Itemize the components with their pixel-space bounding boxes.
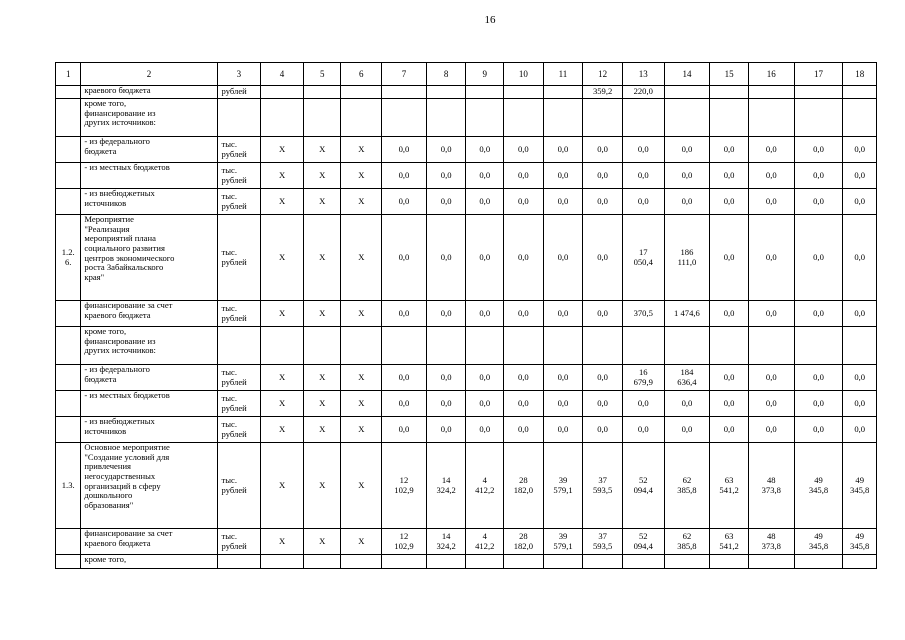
value-cell — [426, 86, 466, 99]
value-cell: 37 593,5 — [583, 529, 623, 555]
value-cell: 0,0 — [664, 137, 710, 163]
value-cell — [261, 99, 304, 137]
value-cell: X — [303, 391, 341, 417]
value-cell: 0,0 — [710, 137, 749, 163]
value-cell: 39 579,1 — [543, 443, 583, 529]
value-cell: 28 182,0 — [504, 529, 544, 555]
value-cell: 48 373,8 — [748, 443, 794, 529]
value-cell: 0,0 — [748, 215, 794, 301]
value-cell: 0,0 — [622, 163, 664, 189]
value-cell: 0,0 — [583, 417, 623, 443]
value-cell: 370,5 — [622, 301, 664, 327]
value-cell: 49 345,8 — [843, 529, 877, 555]
value-cell: 0,0 — [664, 391, 710, 417]
value-cell — [504, 86, 544, 99]
value-cell — [710, 327, 749, 365]
value-cell: X — [261, 137, 304, 163]
value-cell — [466, 327, 504, 365]
value-cell: 0,0 — [843, 391, 877, 417]
value-cell: 1 474,6 — [664, 301, 710, 327]
value-cell — [622, 327, 664, 365]
value-cell: 0,0 — [748, 417, 794, 443]
row-code — [56, 555, 81, 569]
value-cell — [843, 86, 877, 99]
value-cell: 0,0 — [426, 163, 466, 189]
value-cell — [583, 99, 623, 137]
value-cell: 63 541,2 — [710, 443, 749, 529]
value-cell — [748, 99, 794, 137]
value-cell — [341, 555, 382, 569]
table-row — [56, 163, 877, 189]
value-cell — [543, 86, 583, 99]
row-name: кроме того, финансирование из других источников: — [81, 99, 217, 137]
row-name: финансирование за счет краевого бюджета — [81, 529, 217, 555]
value-cell — [504, 555, 544, 569]
value-cell: 0,0 — [382, 137, 427, 163]
value-cell: X — [303, 163, 341, 189]
value-cell — [504, 327, 544, 365]
value-cell: X — [341, 137, 382, 163]
value-cell — [843, 327, 877, 365]
value-cell: 0,0 — [466, 215, 504, 301]
row-name: - из федерального бюджета — [81, 365, 217, 391]
value-cell — [794, 555, 843, 569]
value-cell: 49 345,8 — [794, 443, 843, 529]
value-cell: 0,0 — [710, 163, 749, 189]
value-cell: 49 345,8 — [794, 529, 843, 555]
value-cell: 0,0 — [622, 417, 664, 443]
value-cell: X — [341, 301, 382, 327]
row-code: 1.2. 6. — [56, 215, 81, 301]
value-cell: 0,0 — [504, 365, 544, 391]
value-cell: 0,0 — [504, 301, 544, 327]
row-name: - из местных бюджетов — [81, 391, 217, 417]
value-cell: 0,0 — [466, 417, 504, 443]
table-row — [56, 215, 877, 301]
row-unit: тыс. рублей — [217, 529, 261, 555]
value-cell: X — [303, 443, 341, 529]
value-cell: X — [303, 137, 341, 163]
value-cell — [341, 86, 382, 99]
row-unit: тыс. рублей — [217, 443, 261, 529]
value-cell: X — [303, 189, 341, 215]
value-cell: 0,0 — [794, 417, 843, 443]
value-cell: 0,0 — [426, 417, 466, 443]
row-unit: тыс. рублей — [217, 365, 261, 391]
row-unit — [217, 99, 261, 137]
row-unit: тыс. рублей — [217, 137, 261, 163]
value-cell: 0,0 — [710, 365, 749, 391]
row-name: кроме того, финансирование из других источников: — [81, 327, 217, 365]
value-cell — [382, 86, 427, 99]
value-cell — [664, 555, 710, 569]
header-cell: 18 — [843, 63, 877, 86]
value-cell — [710, 86, 749, 99]
value-cell — [794, 327, 843, 365]
value-cell: 0,0 — [794, 391, 843, 417]
value-cell: 0,0 — [710, 215, 749, 301]
value-cell: 0,0 — [748, 301, 794, 327]
value-cell: 0,0 — [543, 163, 583, 189]
value-cell: 0,0 — [583, 391, 623, 417]
value-cell: 0,0 — [843, 365, 877, 391]
value-cell: 0,0 — [382, 163, 427, 189]
row-name: - из местных бюджетов — [81, 163, 217, 189]
value-cell: X — [303, 365, 341, 391]
value-cell — [543, 327, 583, 365]
value-cell: 52 094,4 — [622, 443, 664, 529]
row-unit: тыс. рублей — [217, 391, 261, 417]
value-cell — [543, 99, 583, 137]
value-cell — [622, 555, 664, 569]
page-number: 16 — [484, 14, 496, 26]
value-cell — [583, 555, 623, 569]
value-cell: 0,0 — [748, 365, 794, 391]
row-unit — [217, 327, 261, 365]
table-row — [56, 86, 877, 99]
value-cell: 0,0 — [466, 365, 504, 391]
row-name: краевого бюджета — [81, 86, 217, 99]
value-cell: 12 102,9 — [382, 529, 427, 555]
value-cell: X — [261, 443, 304, 529]
value-cell: 52 094,4 — [622, 529, 664, 555]
value-cell: 0,0 — [543, 417, 583, 443]
header-cell: 16 — [748, 63, 794, 86]
value-cell: X — [303, 417, 341, 443]
value-cell: 0,0 — [466, 391, 504, 417]
value-cell: 0,0 — [504, 391, 544, 417]
value-cell: 0,0 — [543, 189, 583, 215]
value-cell: 0,0 — [748, 391, 794, 417]
header-cell: 5 — [303, 63, 341, 86]
value-cell — [794, 99, 843, 137]
value-cell: 0,0 — [843, 189, 877, 215]
value-cell: X — [341, 417, 382, 443]
value-cell: 0,0 — [583, 163, 623, 189]
value-cell — [466, 555, 504, 569]
value-cell: 63 541,2 — [710, 529, 749, 555]
value-cell — [622, 99, 664, 137]
value-cell: 0,0 — [794, 215, 843, 301]
header-cell: 1 — [56, 63, 81, 86]
value-cell — [426, 555, 466, 569]
value-cell: 0,0 — [583, 301, 623, 327]
value-cell — [341, 99, 382, 137]
row-name: кроме того, — [81, 555, 217, 569]
table-row — [56, 529, 877, 555]
value-cell: 28 182,0 — [504, 443, 544, 529]
value-cell — [261, 327, 304, 365]
value-cell — [466, 86, 504, 99]
value-cell — [382, 99, 427, 137]
row-unit: тыс. рублей — [217, 189, 261, 215]
value-cell: 0,0 — [583, 137, 623, 163]
value-cell: 62 385,8 — [664, 443, 710, 529]
value-cell: 0,0 — [583, 189, 623, 215]
value-cell: 0,0 — [504, 189, 544, 215]
value-cell: 0,0 — [504, 215, 544, 301]
value-cell: 0,0 — [382, 365, 427, 391]
header-cell: 8 — [426, 63, 466, 86]
value-cell: 0,0 — [843, 301, 877, 327]
value-cell — [426, 99, 466, 137]
value-cell: 0,0 — [504, 137, 544, 163]
value-cell: 0,0 — [583, 365, 623, 391]
value-cell — [303, 86, 341, 99]
header-cell: 12 — [583, 63, 623, 86]
value-cell: 14 324,2 — [426, 443, 466, 529]
row-code — [56, 391, 81, 417]
value-cell: 0,0 — [843, 163, 877, 189]
value-cell: 0,0 — [664, 417, 710, 443]
table-row — [56, 555, 877, 569]
value-cell: 37 593,5 — [583, 443, 623, 529]
table-body — [56, 63, 877, 569]
value-cell: X — [341, 163, 382, 189]
value-cell: 0,0 — [543, 301, 583, 327]
value-cell: 0,0 — [794, 365, 843, 391]
value-cell: 62 385,8 — [664, 529, 710, 555]
value-cell: 0,0 — [794, 301, 843, 327]
value-cell: 0,0 — [426, 137, 466, 163]
budget-table — [55, 62, 877, 569]
row-code — [56, 301, 81, 327]
value-cell — [794, 86, 843, 99]
value-cell: X — [261, 215, 304, 301]
value-cell: 4 412,2 — [466, 529, 504, 555]
row-code — [56, 86, 81, 99]
value-cell: 0,0 — [426, 391, 466, 417]
header-cell: 15 — [710, 63, 749, 86]
value-cell: X — [261, 417, 304, 443]
value-cell: 186 111,0 — [664, 215, 710, 301]
value-cell — [303, 327, 341, 365]
value-cell — [466, 99, 504, 137]
header-cell: 2 — [81, 63, 217, 86]
value-cell — [341, 327, 382, 365]
value-cell: 0,0 — [543, 137, 583, 163]
value-cell — [664, 86, 710, 99]
value-cell: X — [303, 215, 341, 301]
row-code — [56, 417, 81, 443]
row-name: - из внебюджетных источников — [81, 417, 217, 443]
header-cell: 7 — [382, 63, 427, 86]
row-code: 1.3. — [56, 443, 81, 529]
table-row — [56, 391, 877, 417]
value-cell — [426, 327, 466, 365]
table-row — [56, 301, 877, 327]
value-cell: 0,0 — [843, 137, 877, 163]
value-cell — [543, 555, 583, 569]
value-cell: 0,0 — [426, 301, 466, 327]
value-cell — [261, 86, 304, 99]
row-unit: тыс. рублей — [217, 417, 261, 443]
value-cell: X — [303, 529, 341, 555]
value-cell: 12 102,9 — [382, 443, 427, 529]
value-cell: 0,0 — [504, 417, 544, 443]
value-cell — [748, 86, 794, 99]
table-row — [56, 417, 877, 443]
row-name: Основное мероприятие "Создание условий для привлечения негосударственных организаций в сферу дошкольного образования" — [81, 443, 217, 529]
value-cell: 359,2 — [583, 86, 623, 99]
value-cell: 0,0 — [622, 391, 664, 417]
value-cell: X — [341, 391, 382, 417]
row-name: финансирование за счет краевого бюджета — [81, 301, 217, 327]
table-row — [56, 327, 877, 365]
value-cell: 0,0 — [466, 137, 504, 163]
value-cell — [583, 327, 623, 365]
row-unit: тыс. рублей — [217, 163, 261, 189]
row-code — [56, 529, 81, 555]
value-cell: 0,0 — [426, 189, 466, 215]
value-cell: X — [341, 189, 382, 215]
value-cell — [843, 555, 877, 569]
value-cell: 0,0 — [466, 163, 504, 189]
value-cell — [710, 555, 749, 569]
value-cell: 0,0 — [382, 189, 427, 215]
value-cell: 14 324,2 — [426, 529, 466, 555]
value-cell: X — [341, 215, 382, 301]
header-cell: 13 — [622, 63, 664, 86]
value-cell: 0,0 — [426, 215, 466, 301]
row-unit: тыс. рублей — [217, 215, 261, 301]
value-cell: 0,0 — [382, 417, 427, 443]
row-code — [56, 189, 81, 215]
header-cell: 3 — [217, 63, 261, 86]
value-cell — [303, 99, 341, 137]
value-cell: 0,0 — [710, 301, 749, 327]
value-cell: 0,0 — [583, 215, 623, 301]
value-cell: 0,0 — [543, 391, 583, 417]
value-cell: 0,0 — [543, 365, 583, 391]
header-cell: 6 — [341, 63, 382, 86]
value-cell: 0,0 — [794, 189, 843, 215]
value-cell — [843, 99, 877, 137]
value-cell: 0,0 — [710, 391, 749, 417]
row-unit: тыс. рублей — [217, 301, 261, 327]
table-row — [56, 365, 877, 391]
row-code — [56, 163, 81, 189]
table-row — [56, 443, 877, 529]
value-cell: 0,0 — [794, 163, 843, 189]
value-cell: 0,0 — [843, 215, 877, 301]
value-cell — [664, 99, 710, 137]
value-cell: 0,0 — [710, 417, 749, 443]
table-row — [56, 99, 877, 137]
value-cell: 0,0 — [794, 137, 843, 163]
value-cell: 0,0 — [622, 189, 664, 215]
value-cell: X — [261, 391, 304, 417]
value-cell: 49 345,8 — [843, 443, 877, 529]
value-cell: 0,0 — [382, 391, 427, 417]
value-cell: 0,0 — [543, 215, 583, 301]
value-cell: 0,0 — [748, 189, 794, 215]
value-cell — [710, 99, 749, 137]
row-code — [56, 327, 81, 365]
value-cell — [748, 327, 794, 365]
value-cell: 220,0 — [622, 86, 664, 99]
value-cell: X — [261, 529, 304, 555]
value-cell: X — [341, 443, 382, 529]
value-cell: X — [261, 189, 304, 215]
row-unit — [217, 555, 261, 569]
value-cell: 0,0 — [466, 189, 504, 215]
value-cell — [504, 99, 544, 137]
value-cell: 0,0 — [710, 189, 749, 215]
value-cell: 0,0 — [426, 365, 466, 391]
header-cell: 9 — [466, 63, 504, 86]
row-name: Мероприятие "Реализация мероприятий плана социального развития центров экономического роста Забайкальского края" — [81, 215, 217, 301]
value-cell: 48 373,8 — [748, 529, 794, 555]
value-cell: X — [261, 301, 304, 327]
value-cell: X — [303, 301, 341, 327]
header-cell: 11 — [543, 63, 583, 86]
header-cell: 10 — [504, 63, 544, 86]
value-cell: 0,0 — [664, 163, 710, 189]
value-cell: X — [261, 163, 304, 189]
value-cell: 0,0 — [843, 417, 877, 443]
value-cell: 0,0 — [382, 301, 427, 327]
value-cell: 0,0 — [664, 189, 710, 215]
value-cell — [382, 327, 427, 365]
row-code — [56, 99, 81, 137]
value-cell: 0,0 — [466, 301, 504, 327]
value-cell: 0,0 — [748, 163, 794, 189]
value-cell: X — [261, 365, 304, 391]
header-row — [56, 63, 877, 86]
row-code — [56, 137, 81, 163]
value-cell: 4 412,2 — [466, 443, 504, 529]
value-cell: 184 636,4 — [664, 365, 710, 391]
value-cell — [261, 555, 304, 569]
row-code — [56, 365, 81, 391]
value-cell: 0,0 — [382, 215, 427, 301]
row-name: - из внебюджетных источников — [81, 189, 217, 215]
value-cell: 0,0 — [748, 137, 794, 163]
header-cell: 4 — [261, 63, 304, 86]
row-unit: рублей — [217, 86, 261, 99]
value-cell: 0,0 — [504, 163, 544, 189]
value-cell — [748, 555, 794, 569]
value-cell — [664, 327, 710, 365]
value-cell: 0,0 — [622, 137, 664, 163]
header-cell: 14 — [664, 63, 710, 86]
value-cell: 39 579,1 — [543, 529, 583, 555]
value-cell: 16 679,9 — [622, 365, 664, 391]
value-cell — [382, 555, 427, 569]
value-cell: X — [341, 529, 382, 555]
table-row — [56, 189, 877, 215]
table-row — [56, 137, 877, 163]
value-cell: 17 050,4 — [622, 215, 664, 301]
value-cell: X — [341, 365, 382, 391]
row-name: - из федерального бюджета — [81, 137, 217, 163]
value-cell — [303, 555, 341, 569]
header-cell: 17 — [794, 63, 843, 86]
